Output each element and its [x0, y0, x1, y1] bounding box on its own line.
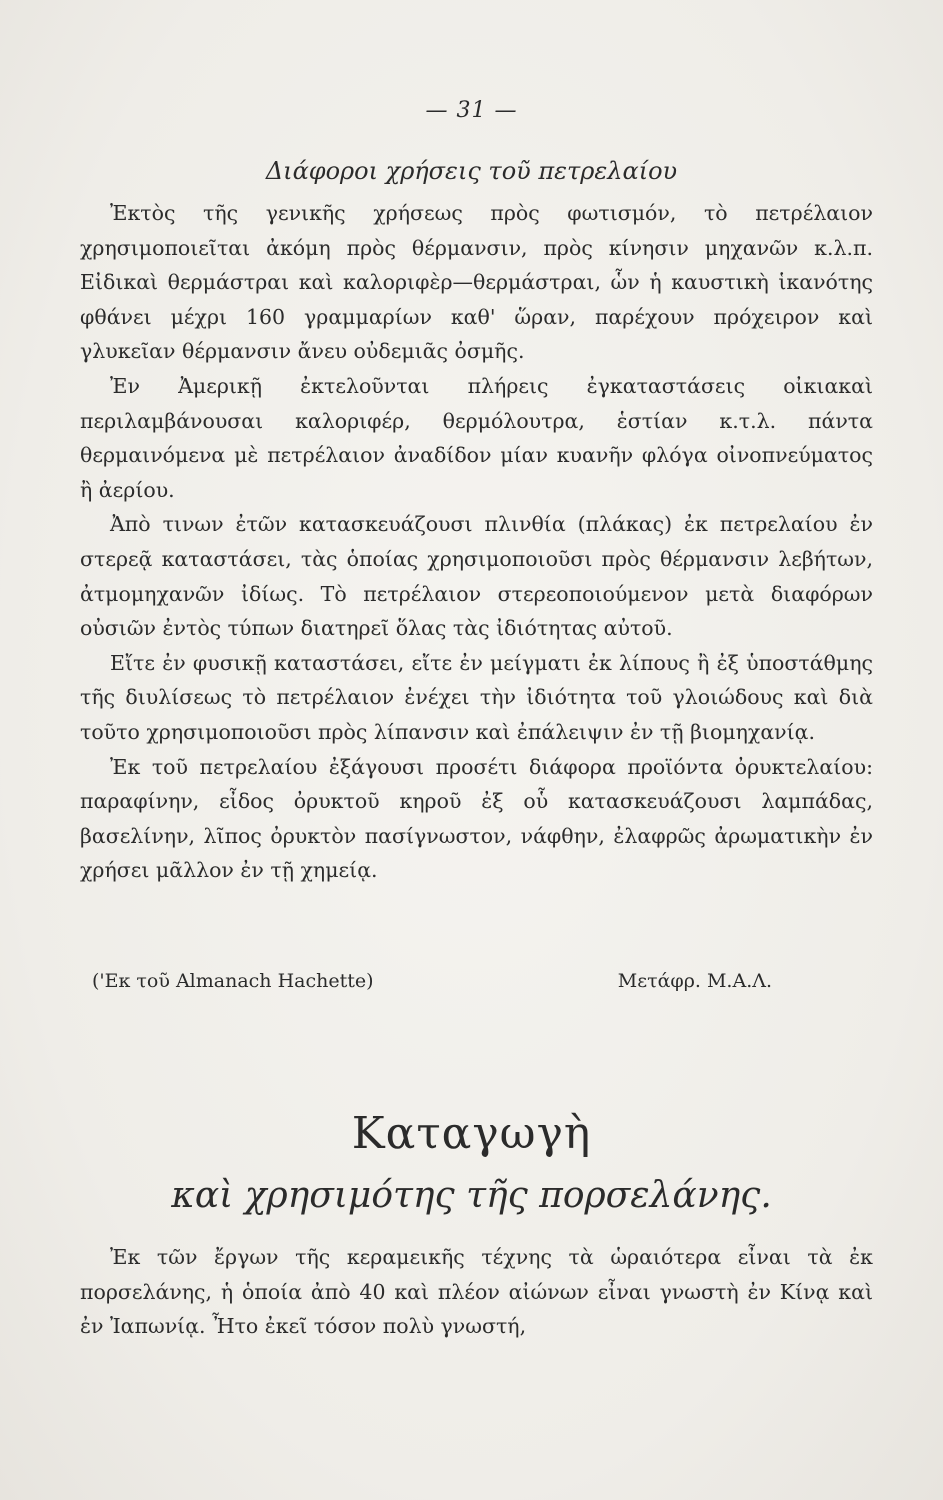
article-body [80, 196, 873, 888]
section-heading: Καταγωγὴ [351, 1108, 592, 1159]
page-number: — 31 — [425, 98, 518, 123]
article-title: Διάφοροι χρήσεις τοῦ πετρελαίου [265, 157, 678, 185]
paragraph: Ἐκτὸς τῆς γενικῆς χρήσεως πρὸς φωτισμόν, τὸ πετρέλαιον χρησιμοποιεῖται ἀκόμη πρὸς θέρμανσιν, πρὸς κίνησιν μηχανῶν κ.λ.π. Εἰδικαὶ θερμάστραι καὶ καλοριφὲρ—θερμάστραι, ὧν ἡ καυστικὴ ἱκανότης φθάνει μέχρι 160 γραμμαρίων καθ' ὥραν, παρέχουν πρόχειρον καὶ γλυκεῖαν θέρμανσιν ἄνευ οὐδεμιᾶς ὀσμῆς. [80, 201, 873, 364]
credit-line [92, 970, 772, 992]
paragraph: Ἀπὸ τινων ἐτῶν κατασκευάζουσι πλινθία (πλάκας) ἐκ πετρελαίου ἐν στερεᾷ καταστάσει, τὰς ὁποίας χρησιμοποιοῦσι πρὸς θέρμανσιν λεβήτων, ἀτμομηχανῶν ἰδίως. Τὸ πετρέλαιον στερεοποιούμενον μετὰ διαφόρων οὐσιῶν ἐντὸς τύπων διατηρεῖ ὅλας τὰς ἰδιότητας αὐτοῦ. [80, 512, 873, 641]
translator-credit: Μετάφρ. Μ.Α.Λ. [617, 970, 772, 992]
paragraph: Εἴτε ἐν φυσικῇ καταστάσει, εἴτε ἐν μείγματι ἐκ λίπους ἢ ἐξ ὑποστάθμης τῆς διυλίσεως τὸ πετρέλαιον ἐνέχει τὴν ἰδιότητα τοῦ γλοιώδους καὶ διὰ τοῦτο χρησιμοποιοῦσι πρὸς λίπανσιν καὶ ἐπάλειψιν ἐν τῇ βιομηχανίᾳ. [80, 650, 873, 744]
section-subheading: καὶ χρησιμότης τῆς πορσελάνης. [171, 1175, 772, 1216]
source-credit: ('Εκ τοῦ Almanach Hachette) [92, 970, 374, 992]
paragraph: Ἐκ τοῦ πετρελαίου ἐξάγουσι προσέτι διάφορα προϊόντα ὀρυκτελαίου: παραφίνην, εἶδος ὀρυκτοῦ κηροῦ ἐξ οὗ κατασκευάζουσι λαμπάδας, βασελίνην, λῖπος ὀρυκτὸν πασίγνωστον, νάφθην, ἐλαφρῶς ἀρωματικὴν ἐν χρήσει μᾶλλον ἐν τῇ χημείᾳ. [80, 754, 873, 883]
paragraph: Ἐκ τῶν ἔργων τῆς κεραμεικῆς τέχνης τὰ ὡραιότερα εἶναι τὰ ἐκ πορσελάνης, ἡ ὁποία ἀπὸ 40 καὶ πλέον αἰώνων εἶναι γνωστὴ ἐν Κίνᾳ καὶ ἐν Ἰαπωνίᾳ. Ἦτο ἐκεῖ τόσον πολὺ γνωστή, [80, 1245, 873, 1339]
section-body [80, 1240, 873, 1344]
paragraph: Ἐν Ἀμερικῇ ἐκτελοῦνται πλήρεις ἐγκαταστάσεις οἰκιακαὶ περιλαμβάνουσαι καλοριφέρ, θερμόλουτρα, ἑστίαν κ.τ.λ. πάντα θερμαινόμενα μὲ πετρέλαιον ἀναδίδον μίαν κυανῆν φλόγα οἰνοπνεύματος ἢ ἀερίου. [80, 373, 873, 502]
